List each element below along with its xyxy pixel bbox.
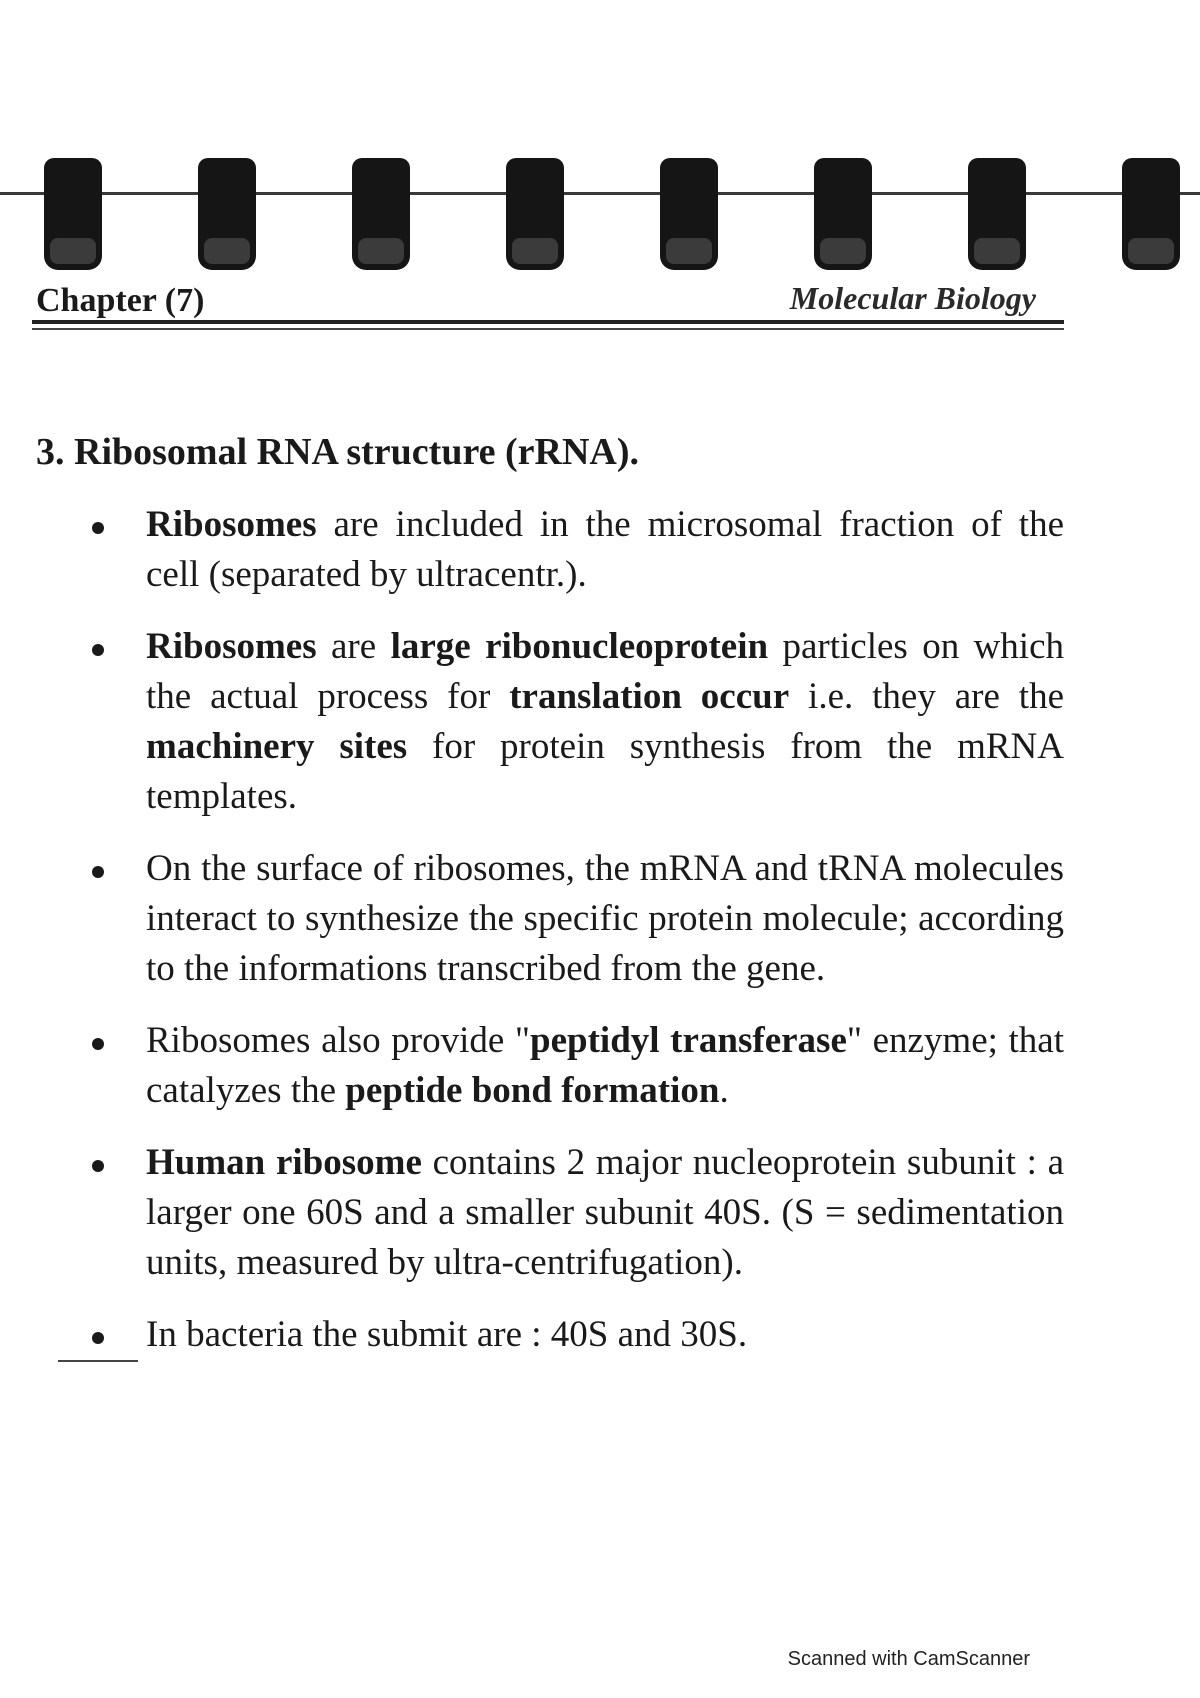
bullet-dot-icon bbox=[92, 866, 104, 878]
bullet-dot-icon bbox=[92, 1038, 104, 1050]
bullet-text-part: particles on which the actual process for bbox=[146, 626, 1065, 717]
binding-ring bbox=[506, 158, 564, 270]
margin-pen-mark bbox=[58, 1360, 138, 1362]
header-rule-thin bbox=[32, 328, 1064, 330]
bullet-text-part: On the surface of ribosomes, the mRNA and tRNA molecules interact to synthesize the specific protein molecule; according to the informations transcribed from the gene. bbox=[146, 848, 1064, 989]
binding-ring bbox=[1122, 158, 1180, 270]
bullet-list bbox=[86, 500, 1064, 1382]
bullet-item bbox=[86, 1310, 1064, 1360]
bullet-dot-icon bbox=[92, 1160, 104, 1172]
spiral-binding bbox=[0, 158, 1200, 278]
bullet-item bbox=[86, 1016, 1064, 1116]
bullet-item bbox=[86, 500, 1064, 600]
bullet-text-part: large ribonucleoprotein bbox=[390, 626, 769, 667]
section-title: 3. Ribosomal RNA structure (rRNA). bbox=[36, 431, 640, 473]
binding-ring bbox=[814, 158, 872, 270]
bullet-text-part: for protein synthesis from the mRNA templates. bbox=[146, 726, 1064, 817]
bullet-text-part: are bbox=[316, 626, 391, 667]
bullet-text-part: peptidyl transferase bbox=[530, 1020, 847, 1061]
bullet-text-part: are included in the microsomal fraction of the cell (separated by ultracentr.). bbox=[146, 504, 1064, 595]
bullet-text-part: Ribosomes also provide " bbox=[146, 1020, 531, 1061]
bullet-item bbox=[86, 1138, 1064, 1288]
bullet-dot-icon bbox=[92, 644, 104, 656]
bullet-text-part: In bacteria the submit are : 40S and 30S. bbox=[146, 1314, 748, 1355]
binding-ring bbox=[660, 158, 718, 270]
bullet-text-part: Ribosomes bbox=[146, 626, 317, 667]
header-rule bbox=[32, 320, 1064, 324]
bullet-text-part: . bbox=[719, 1070, 729, 1111]
subject-label: Molecular Biology bbox=[789, 280, 1036, 316]
bullet-text-part: peptide bond formation bbox=[345, 1070, 720, 1111]
bullet-text-part: contains 2 major nucleoprotein subunit : a larger one 60S and a smaller subunit 40S. (S = sedimentation units, measured by ultra-centrifugation). bbox=[146, 1142, 1064, 1283]
bullet-item bbox=[86, 844, 1064, 994]
binding-ring bbox=[968, 158, 1026, 270]
bullet-dot-icon bbox=[92, 522, 104, 534]
bullet-text-part: translation occur bbox=[509, 676, 790, 717]
scanner-watermark: Scanned with CamScanner bbox=[787, 1648, 1030, 1670]
bullet-text-part: Human ribosome bbox=[146, 1142, 422, 1183]
bullet-dot-icon bbox=[92, 1332, 104, 1344]
bullet-text-part: Ribosomes bbox=[146, 504, 317, 545]
bullet-item bbox=[86, 622, 1064, 822]
bullet-text-part: " enzyme; that catalyzes the bbox=[146, 1020, 1065, 1111]
binding-ring bbox=[198, 158, 256, 270]
page-header bbox=[36, 276, 1062, 326]
chapter-label: Chapter (7) bbox=[36, 282, 205, 319]
bullet-text-part: i.e. they are the bbox=[789, 676, 1064, 717]
bullet-text-part: machinery sites bbox=[146, 726, 408, 767]
binding-ring bbox=[352, 158, 410, 270]
binding-ring bbox=[44, 158, 102, 270]
